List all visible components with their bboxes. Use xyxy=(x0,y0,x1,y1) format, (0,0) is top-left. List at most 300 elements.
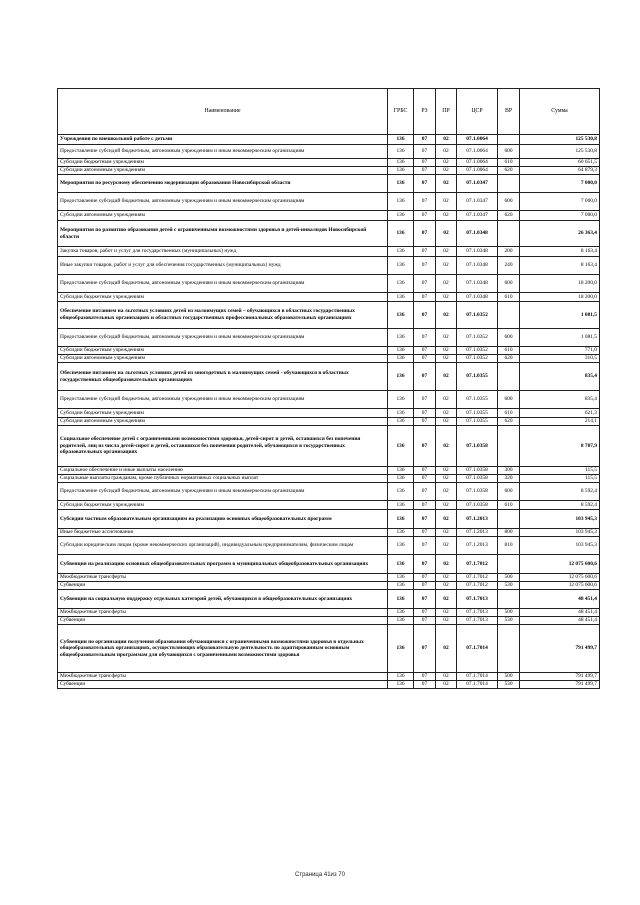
cell-rz: 07 xyxy=(414,483,436,501)
cell-grbs: 136 xyxy=(388,467,414,475)
cell-vr: 500 xyxy=(498,673,520,681)
header-pr: ПР xyxy=(436,89,457,135)
cell-pr: 02 xyxy=(436,347,457,355)
cell-sum: 791 499,7 xyxy=(520,625,600,673)
cell-name: Субсидии бюджетным учреждениям xyxy=(58,409,388,418)
table-row xyxy=(58,590,600,609)
cell-csr: 07.1.0348 xyxy=(457,257,498,275)
cell-sum: 1 081,5 xyxy=(520,302,600,329)
cell-pr: 02 xyxy=(436,609,457,617)
cell-sum: 7 000,0 xyxy=(520,193,600,211)
cell-pr: 02 xyxy=(436,501,457,510)
cell-sum: 48 451,4 xyxy=(520,617,600,625)
cell-pr: 02 xyxy=(436,426,457,467)
cell-pr: 02 xyxy=(436,625,457,673)
cell-vr: 320 xyxy=(498,475,520,483)
cell-pr: 02 xyxy=(436,681,457,689)
cell-rz: 07 xyxy=(414,475,436,483)
cell-vr xyxy=(498,221,520,247)
cell-sum: 60 651,5 xyxy=(520,159,600,167)
cell-pr: 02 xyxy=(436,529,457,537)
cell-grbs: 136 xyxy=(388,247,414,257)
cell-rz: 07 xyxy=(414,193,436,211)
cell-rz: 07 xyxy=(414,609,436,617)
table-row xyxy=(58,673,600,681)
cell-pr: 02 xyxy=(436,555,457,574)
cell-sum: 64 879,3 xyxy=(520,167,600,175)
cell-pr: 02 xyxy=(436,363,457,391)
cell-grbs: 136 xyxy=(388,529,414,537)
cell-grbs: 136 xyxy=(388,537,414,555)
cell-sum: 8 592,4 xyxy=(520,501,600,510)
cell-pr: 02 xyxy=(436,510,457,529)
cell-vr: 500 xyxy=(498,574,520,582)
header-rz: РЗ xyxy=(414,89,436,135)
cell-name: Субсидии бюджетным учреждениям xyxy=(58,347,388,355)
cell-grbs: 136 xyxy=(388,167,414,175)
cell-name: Учреждения по внешкольной работе с детьми xyxy=(58,135,388,145)
cell-name: Предоставление субсидий бюджетным, автономным учреждениям и иным некоммерческим организациям xyxy=(58,483,388,501)
table-row xyxy=(58,167,600,175)
cell-sum: 621,3 xyxy=(520,409,600,418)
cell-name: Социальное обеспечение и иные выплаты населению xyxy=(58,467,388,475)
cell-pr: 02 xyxy=(436,355,457,363)
cell-csr: 07.1.0358 xyxy=(457,501,498,510)
cell-name: Мероприятия по ресурсному обеспечению модернизации образования Новосибирской области xyxy=(58,175,388,193)
cell-sum: 7 000,0 xyxy=(520,211,600,221)
cell-sum: 115,5 xyxy=(520,475,600,483)
cell-pr: 02 xyxy=(436,673,457,681)
table-row xyxy=(58,275,600,293)
table-row xyxy=(58,609,600,617)
cell-csr: 07.1.0348 xyxy=(457,221,498,247)
cell-vr: 600 xyxy=(498,145,520,159)
cell-sum: 214,1 xyxy=(520,418,600,426)
cell-vr xyxy=(498,135,520,145)
cell-csr: 07.1.0358 xyxy=(457,426,498,467)
table-row xyxy=(58,247,600,257)
cell-rz: 07 xyxy=(414,418,436,426)
table-row xyxy=(58,391,600,409)
cell-pr: 02 xyxy=(436,145,457,159)
cell-grbs: 136 xyxy=(388,211,414,221)
cell-grbs: 136 xyxy=(388,617,414,625)
cell-sum: 48 451,4 xyxy=(520,590,600,609)
cell-vr: 800 xyxy=(498,529,520,537)
table-body xyxy=(58,135,600,689)
cell-vr: 600 xyxy=(498,193,520,211)
table-row xyxy=(58,193,600,211)
cell-sum: 8 592,4 xyxy=(520,483,600,501)
cell-name: Обеспечение питанием на льготных условиях детей из многодетных в малоимущих семей - обучающихся в областных государственных общеобразовательных организациях xyxy=(58,363,388,391)
cell-pr: 02 xyxy=(436,159,457,167)
cell-rz: 07 xyxy=(414,329,436,347)
table-row xyxy=(58,175,600,193)
cell-sum: 1 081,5 xyxy=(520,329,600,347)
table-row xyxy=(58,467,600,475)
cell-vr: 530 xyxy=(498,582,520,590)
header-grbs: ГРБС xyxy=(388,89,414,135)
cell-grbs: 136 xyxy=(388,175,414,193)
cell-grbs: 136 xyxy=(388,347,414,355)
cell-grbs: 136 xyxy=(388,609,414,617)
cell-pr: 02 xyxy=(436,475,457,483)
cell-csr: 07.1.0355 xyxy=(457,391,498,409)
table-row xyxy=(58,355,600,363)
cell-pr: 02 xyxy=(436,247,457,257)
cell-name: Межбюджетные трансферты xyxy=(58,673,388,681)
cell-csr: 07.1.0347 xyxy=(457,211,498,221)
cell-pr: 02 xyxy=(436,418,457,426)
table-row xyxy=(58,302,600,329)
cell-pr: 02 xyxy=(436,329,457,347)
cell-vr: 620 xyxy=(498,167,520,175)
cell-grbs: 136 xyxy=(388,363,414,391)
cell-sum: 18 200,0 xyxy=(520,293,600,302)
cell-vr xyxy=(498,625,520,673)
cell-rz: 07 xyxy=(414,673,436,681)
cell-csr: 07.1.0352 xyxy=(457,302,498,329)
cell-vr: 610 xyxy=(498,501,520,510)
cell-sum: 125 530,8 xyxy=(520,135,600,145)
cell-pr: 02 xyxy=(436,167,457,175)
cell-csr: 07.1.7014 xyxy=(457,681,498,689)
cell-csr: 07.1.0358 xyxy=(457,475,498,483)
cell-name: Субвенции на социальную поддержку отдельных категорий детей, обучающихся в общеобразовательных организациях xyxy=(58,590,388,609)
cell-sum: 115,5 xyxy=(520,467,600,475)
cell-name: Субсидии частным образовательным организациям на реализацию основных общеобразовательных программ xyxy=(58,510,388,529)
cell-rz: 07 xyxy=(414,293,436,302)
cell-grbs: 136 xyxy=(388,275,414,293)
cell-grbs: 136 xyxy=(388,135,414,145)
table-row xyxy=(58,159,600,167)
cell-rz: 07 xyxy=(414,409,436,418)
cell-sum: 103 945,3 xyxy=(520,537,600,555)
cell-csr: 07.1.0355 xyxy=(457,363,498,391)
table-row xyxy=(58,221,600,247)
cell-grbs: 136 xyxy=(388,510,414,529)
cell-sum: 8 707,9 xyxy=(520,426,600,467)
cell-grbs: 136 xyxy=(388,574,414,582)
table-row xyxy=(58,537,600,555)
header-sum: Сумма xyxy=(520,89,600,135)
table-row xyxy=(58,363,600,391)
cell-rz: 07 xyxy=(414,247,436,257)
cell-vr xyxy=(498,590,520,609)
cell-vr xyxy=(498,426,520,467)
cell-name: Социальное обеспечение детей с ограниченными возможностями здоровья, детей-сирот и детей, оставшихся без попечения родителей, лиц из числа детей-сирот и детей, оставшихся без попечения родителей, обучающихся в государственных образовательных организациях xyxy=(58,426,388,467)
cell-vr: 530 xyxy=(498,617,520,625)
cell-rz: 07 xyxy=(414,221,436,247)
cell-csr: 07.1.7014 xyxy=(457,625,498,673)
cell-name: Субсидии автономным учреждениям xyxy=(58,211,388,221)
cell-sum: 12 075 600,6 xyxy=(520,574,600,582)
cell-name: Субвенции xyxy=(58,617,388,625)
cell-vr: 600 xyxy=(498,391,520,409)
cell-csr: 07.1.0064 xyxy=(457,159,498,167)
cell-vr: 610 xyxy=(498,409,520,418)
table-row xyxy=(58,409,600,418)
cell-pr: 02 xyxy=(436,293,457,302)
cell-csr: 07.1.0348 xyxy=(457,275,498,293)
cell-grbs: 136 xyxy=(388,159,414,167)
cell-name: Предоставление субсидий бюджетным, автономным учреждениям и иным некоммерческим организациям xyxy=(58,145,388,159)
table-row xyxy=(58,293,600,302)
cell-name: Предоставление субсидий бюджетным, автономным учреждениям и иным некоммерческим организациям xyxy=(58,329,388,347)
table-header-row xyxy=(58,89,600,135)
cell-sum: 8 163,4 xyxy=(520,247,600,257)
cell-rz: 07 xyxy=(414,681,436,689)
table-row xyxy=(58,257,600,275)
cell-csr: 07.1.0347 xyxy=(457,193,498,211)
cell-pr: 02 xyxy=(436,483,457,501)
cell-csr: 07.1.7013 xyxy=(457,609,498,617)
cell-grbs: 136 xyxy=(388,257,414,275)
cell-pr: 02 xyxy=(436,537,457,555)
cell-name: Предоставление субсидий бюджетным, автономным учреждениям и иным некоммерческим организациям xyxy=(58,275,388,293)
cell-vr: 240 xyxy=(498,257,520,275)
cell-pr: 02 xyxy=(436,409,457,418)
cell-sum: 835,4 xyxy=(520,363,600,391)
cell-name: Субсидии бюджетным учреждениям xyxy=(58,293,388,302)
cell-sum: 791 499,7 xyxy=(520,681,600,689)
cell-grbs: 136 xyxy=(388,625,414,673)
cell-vr: 610 xyxy=(498,293,520,302)
cell-rz: 07 xyxy=(414,574,436,582)
cell-vr xyxy=(498,510,520,529)
cell-grbs: 136 xyxy=(388,418,414,426)
cell-sum: 103 945,3 xyxy=(520,510,600,529)
table-row xyxy=(58,426,600,467)
table-row xyxy=(58,510,600,529)
cell-rz: 07 xyxy=(414,426,436,467)
cell-rz: 07 xyxy=(414,555,436,574)
cell-sum: 310,5 xyxy=(520,355,600,363)
cell-rz: 07 xyxy=(414,537,436,555)
cell-csr: 07.1.0064 xyxy=(457,145,498,159)
cell-vr: 600 xyxy=(498,275,520,293)
cell-name: Межбюджетные трансферты xyxy=(58,574,388,582)
cell-rz: 07 xyxy=(414,257,436,275)
cell-name: Предоставление субсидий бюджетным, автономным учреждениям и иным некоммерческим организациям xyxy=(58,193,388,211)
cell-name: Субсидии бюджетным учреждениям xyxy=(58,159,388,167)
cell-csr: 07.1.0352 xyxy=(457,347,498,355)
cell-csr: 07.1.0358 xyxy=(457,467,498,475)
cell-rz: 07 xyxy=(414,167,436,175)
cell-rz: 07 xyxy=(414,510,436,529)
cell-csr: 07.1.0352 xyxy=(457,329,498,347)
cell-rz: 07 xyxy=(414,582,436,590)
cell-rz: 07 xyxy=(414,347,436,355)
cell-grbs: 136 xyxy=(388,221,414,247)
cell-pr: 02 xyxy=(436,275,457,293)
cell-rz: 07 xyxy=(414,467,436,475)
header-vr: ВР xyxy=(498,89,520,135)
cell-sum: 103 945,3 xyxy=(520,529,600,537)
cell-vr: 620 xyxy=(498,355,520,363)
table-row xyxy=(58,681,600,689)
cell-grbs: 136 xyxy=(388,426,414,467)
cell-vr: 600 xyxy=(498,329,520,347)
cell-sum: 18 200,0 xyxy=(520,275,600,293)
cell-vr: 810 xyxy=(498,537,520,555)
cell-csr: 07.1.0348 xyxy=(457,247,498,257)
cell-name: Субвенции xyxy=(58,582,388,590)
cell-grbs: 136 xyxy=(388,555,414,574)
header-name: Наименование xyxy=(58,89,388,135)
cell-grbs: 136 xyxy=(388,590,414,609)
cell-grbs: 136 xyxy=(388,193,414,211)
cell-pr: 02 xyxy=(436,193,457,211)
table-row xyxy=(58,483,600,501)
cell-grbs: 136 xyxy=(388,302,414,329)
cell-sum: 8 163,4 xyxy=(520,257,600,275)
cell-pr: 02 xyxy=(436,175,457,193)
cell-grbs: 136 xyxy=(388,409,414,418)
cell-csr: 07.1.7013 xyxy=(457,590,498,609)
cell-csr: 07.1.0348 xyxy=(457,293,498,302)
cell-grbs: 136 xyxy=(388,475,414,483)
table-row xyxy=(58,582,600,590)
table-row xyxy=(58,555,600,574)
cell-grbs: 136 xyxy=(388,329,414,347)
cell-pr: 02 xyxy=(436,211,457,221)
cell-vr xyxy=(498,363,520,391)
cell-grbs: 136 xyxy=(388,681,414,689)
cell-csr: 07.1.0355 xyxy=(457,418,498,426)
cell-grbs: 136 xyxy=(388,582,414,590)
cell-grbs: 136 xyxy=(388,293,414,302)
cell-pr: 02 xyxy=(436,302,457,329)
table-row xyxy=(58,329,600,347)
cell-vr: 620 xyxy=(498,418,520,426)
cell-csr: 07.1.0347 xyxy=(457,175,498,193)
cell-pr: 02 xyxy=(436,391,457,409)
cell-vr: 300 xyxy=(498,467,520,475)
cell-vr: 610 xyxy=(498,159,520,167)
cell-pr: 02 xyxy=(436,467,457,475)
cell-csr: 07.1.7012 xyxy=(457,582,498,590)
cell-sum: 125 530,8 xyxy=(520,145,600,159)
cell-rz: 07 xyxy=(414,529,436,537)
cell-csr: 07.1.2013 xyxy=(457,510,498,529)
cell-rz: 07 xyxy=(414,275,436,293)
cell-csr: 07.1.7014 xyxy=(457,673,498,681)
cell-name: Субвенции xyxy=(58,681,388,689)
cell-sum: 48 451,4 xyxy=(520,609,600,617)
cell-rz: 07 xyxy=(414,135,436,145)
table-row xyxy=(58,617,600,625)
cell-grbs: 136 xyxy=(388,673,414,681)
table-row xyxy=(58,211,600,221)
cell-vr: 530 xyxy=(498,681,520,689)
cell-rz: 07 xyxy=(414,391,436,409)
cell-csr: 07.1.0064 xyxy=(457,135,498,145)
cell-sum: 7 000,0 xyxy=(520,175,600,193)
cell-rz: 07 xyxy=(414,355,436,363)
cell-csr: 07.1.0355 xyxy=(457,409,498,418)
cell-pr: 02 xyxy=(436,582,457,590)
cell-name: Субвенции по организации получения образования обучающимися с ограниченными возможностями здоровья в отдельных общеобразовательных организациях, осуществляющих образовательную деятельность по адаптированным основным общеобразовательным программам для обучающихся с ограниченными возможностями здоровья xyxy=(58,625,388,673)
page-number: Страница 41из 70 xyxy=(295,872,345,878)
cell-csr: 07.1.7012 xyxy=(457,555,498,574)
cell-csr: 07.1.0064 xyxy=(457,167,498,175)
cell-name: Субсидии юридическим лицам (кроме некоммерческих организаций), индивидуальным предпринимателям, физическим лицам xyxy=(58,537,388,555)
cell-name: Субвенция на реализацию основных общеобразовательных программ в муниципальных общеобразовательных организациях xyxy=(58,555,388,574)
cell-name: Социальные выплаты гражданам, кроме публичных нормативных социальных выплат xyxy=(58,475,388,483)
cell-rz: 07 xyxy=(414,617,436,625)
table-row xyxy=(58,347,600,355)
cell-pr: 02 xyxy=(436,221,457,247)
cell-vr: 620 xyxy=(498,211,520,221)
cell-sum: 791 499,7 xyxy=(520,673,600,681)
cell-csr: 07.1.7013 xyxy=(457,617,498,625)
table-row xyxy=(58,145,600,159)
cell-name: Субсидии автономным учреждениям xyxy=(58,418,388,426)
cell-name: Обеспечение питанием на льготных условиях детей из малоимущих семей – обучающихся в областных государственных общеобразовательных организациях и областных государственных профессиональных образовательных организациях xyxy=(58,302,388,329)
cell-sum: 12 075 600,6 xyxy=(520,555,600,574)
cell-grbs: 136 xyxy=(388,355,414,363)
cell-rz: 07 xyxy=(414,211,436,221)
table-row xyxy=(58,501,600,510)
cell-name: Межбюджетные трансферты xyxy=(58,609,388,617)
table-row xyxy=(58,475,600,483)
cell-grbs: 136 xyxy=(388,483,414,501)
budget-table xyxy=(57,88,600,689)
table-row xyxy=(58,625,600,673)
cell-name: Иные закупки товаров, работ и услуг для обеспечения государственных (муниципальных) нужд xyxy=(58,257,388,275)
cell-vr xyxy=(498,555,520,574)
cell-vr: 600 xyxy=(498,483,520,501)
cell-grbs: 136 xyxy=(388,391,414,409)
cell-sum: 12 075 600,6 xyxy=(520,582,600,590)
cell-pr: 02 xyxy=(436,574,457,582)
cell-sum: 835,4 xyxy=(520,391,600,409)
cell-csr: 07.1.2013 xyxy=(457,529,498,537)
cell-pr: 02 xyxy=(436,135,457,145)
cell-pr: 02 xyxy=(436,617,457,625)
cell-rz: 07 xyxy=(414,302,436,329)
cell-sum: 26 363,4 xyxy=(520,221,600,247)
table-row xyxy=(58,135,600,145)
cell-sum: 771,0 xyxy=(520,347,600,355)
cell-rz: 07 xyxy=(414,501,436,510)
cell-name: Предоставление субсидий бюджетным, автономным учреждениям и иным некоммерческим организациям xyxy=(58,391,388,409)
cell-name: Субсидии бюджетным учреждениям xyxy=(58,501,388,510)
cell-csr: 07.1.0352 xyxy=(457,355,498,363)
cell-csr: 07.1.7012 xyxy=(457,574,498,582)
cell-rz: 07 xyxy=(414,625,436,673)
cell-pr: 02 xyxy=(436,590,457,609)
table-row xyxy=(58,418,600,426)
cell-name: Иные бюджетные ассигнования xyxy=(58,529,388,537)
cell-name: Субсидии автономным учреждениям xyxy=(58,167,388,175)
cell-csr: 07.1.0358 xyxy=(457,483,498,501)
cell-rz: 07 xyxy=(414,175,436,193)
cell-vr: 200 xyxy=(498,247,520,257)
cell-csr: 07.1.2013 xyxy=(457,537,498,555)
cell-pr: 02 xyxy=(436,257,457,275)
header-csr: ЦСР xyxy=(457,89,498,135)
cell-rz: 07 xyxy=(414,363,436,391)
cell-rz: 07 xyxy=(414,145,436,159)
cell-name: Закупка товаров, работ и услуг для государственных (муниципальных) нужд xyxy=(58,247,388,257)
cell-grbs: 136 xyxy=(388,501,414,510)
table-row xyxy=(58,574,600,582)
cell-vr xyxy=(498,302,520,329)
cell-name: Субсидии автономным учреждениям xyxy=(58,355,388,363)
cell-rz: 07 xyxy=(414,590,436,609)
